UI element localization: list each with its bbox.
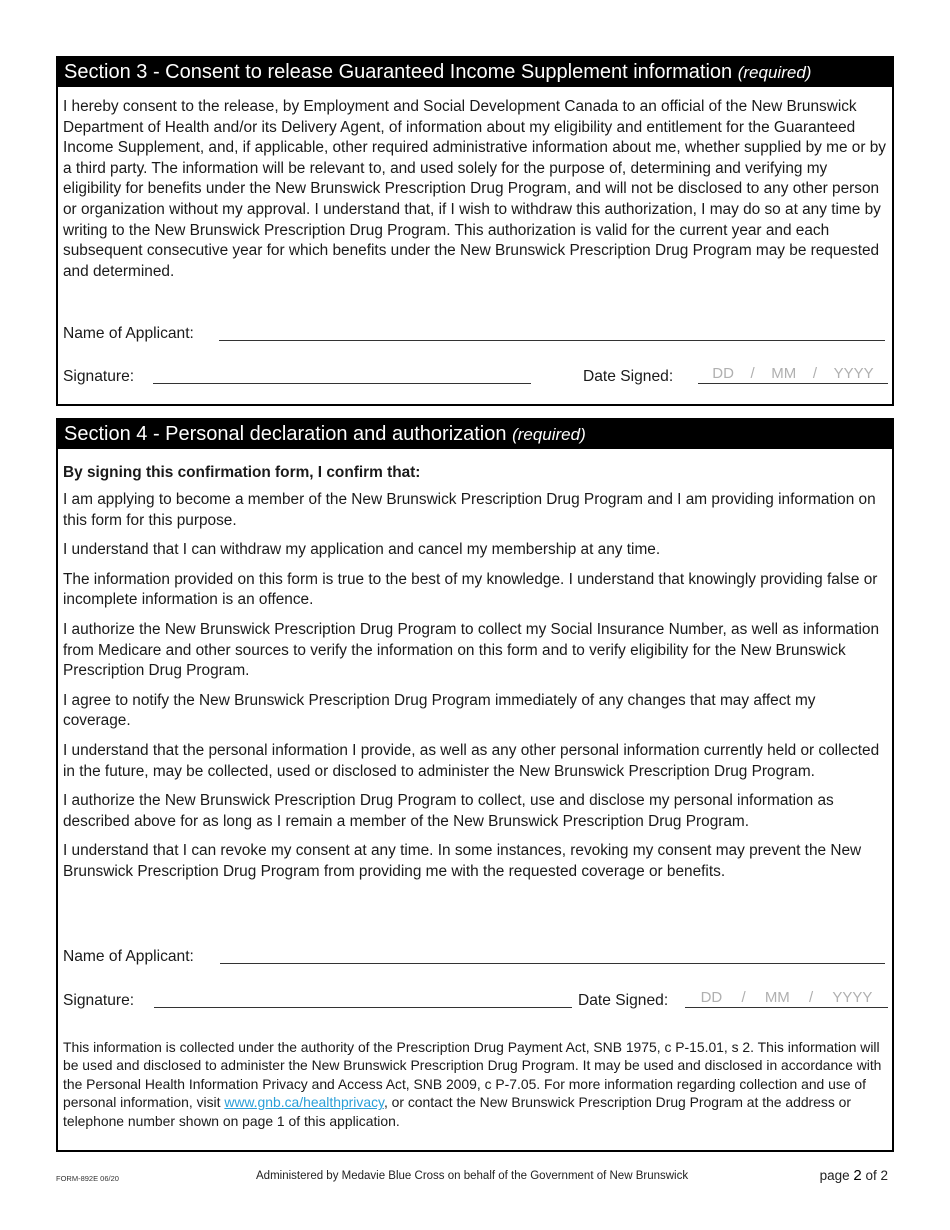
declaration-statement: I agree to notify the New Brunswick Prescription Drug Program immediately of any changes that may affect my coverage. (63, 691, 816, 730)
s4-name-label: Name of Applicant: (63, 948, 194, 965)
declaration-statement: The information provided on this form is true to the best of my knowledge. I understand that knowingly providing false or incomplete information is an offence. (63, 570, 878, 609)
page-total: 2 (880, 1168, 888, 1183)
page-number (820, 1167, 888, 1184)
s3-date-sep-1: / (750, 365, 755, 382)
section-3-header (58, 58, 892, 87)
form-code: FORM-892E 06/20 (56, 1174, 119, 1183)
s4-name-row (63, 944, 887, 968)
s3-date-mm: MM (771, 365, 797, 382)
page-current: 2 (853, 1167, 862, 1184)
s3-signature-label: Signature: (63, 368, 135, 385)
s3-date-dd: DD (712, 365, 734, 382)
s3-signature-row (63, 364, 887, 388)
page-middle: of (861, 1168, 881, 1183)
s3-name-field[interactable] (219, 340, 885, 341)
s3-date-label: Date Signed: (583, 368, 674, 385)
privacy-notice-text: This information is collected under the authority of the Prescription Drug Payment Act, SNB 1975, c P-15.01, s 2. This information will be used and disclosed to administer the New Brunswick Prescription Drug Program. It may be used and disclosed in accordance with the Personal Health Information Privacy and Access Act, SNB 2009, c P-7.05. For more information regarding collection and use of personal information, visit (63, 1039, 882, 1111)
section-4-header (58, 420, 892, 449)
declaration-statement: I understand that the personal information I provide, as well as any other personal information currently held or collected in the future, may be collected, used or disclosed to administer the New Brunswick Prescription Drug Program. (63, 741, 880, 780)
section-4-required-tag: (required) (512, 425, 586, 444)
declaration-statement: I understand that I can revoke my consent at any time. In some instances, revoking my consent may prevent the New Brunswick Prescription Drug Program from providing me with the requested coverage or benefits. (63, 842, 862, 880)
declaration-statement: I understand that I can withdraw my application and cancel my membership at any time. (63, 541, 661, 559)
s3-name-row (63, 321, 887, 345)
s4-date-sep-2: / (809, 989, 814, 1006)
declaration-lead: By signing this confirmation form, I confirm that: (63, 464, 421, 481)
gis-consent-text: I hereby consent to the release, by Employment and Social Development Canada to an official of the New Brunswick Department of Health and/or its Delivery Agent, of information about my eligibility and entitlement for the Guaranteed Income Supplement, and, if applicable, other required administrative information about me, whether supplied by me or by a third party. The information will be relevant to, and used solely for the purpose of, determining and verifying my eligibility for benefits under the New Brunswick Prescription Drug Program, and will not be disclosed to any other person or organization without my approval. I understand that, if I wish to withdraw this authorization, I may do so at any time by writing to the New Brunswick Prescription Drug Program. This authorization is valid for the current year and each subsequent consecutive year for which benefits under the New Brunswick Prescription Drug Program may be requested and determined. (63, 98, 886, 280)
s4-date-yyyy: YYYY (832, 989, 873, 1006)
s3-date-field[interactable] (698, 362, 888, 384)
privacy-notice (63, 1038, 887, 1130)
s4-signature-row (63, 988, 887, 1012)
s3-name-label: Name of Applicant: (63, 325, 194, 342)
declaration-statement: I authorize the New Brunswick Prescription Drug Program to collect, use and disclose my personal information as described above for as long as I remain a member of the New Brunswick Prescription Drug Program. (63, 792, 834, 830)
s4-date-mm: MM (764, 989, 790, 1006)
s4-date-label: Date Signed: (578, 992, 669, 1009)
privacy-notice-text-end: , or contact the New Brunswick Prescription Drug Program at the address or telephone number shown on page 1 of this application. (63, 1094, 852, 1129)
section-3 (56, 56, 894, 406)
s4-signature-field[interactable] (154, 1007, 572, 1008)
s3-date-yyyy: YYYY (833, 365, 874, 382)
s4-date-field[interactable] (685, 986, 888, 1008)
s4-date-sep-1: / (741, 989, 746, 1006)
s4-signature-label: Signature: (63, 992, 135, 1009)
s4-date-dd: DD (700, 989, 723, 1006)
section-4-title: Section 4 - Personal declaration and authorization (64, 423, 507, 445)
section-4 (56, 418, 894, 1152)
declaration-statement: I am applying to become a member of the New Brunswick Prescription Drug Program and I am providing information on this form for this purpose. (63, 491, 876, 529)
administered-by-text: Administered by Medavie Blue Cross on behalf of the Government of New Brunswick (256, 1170, 689, 1182)
section-3-title: Section 3 - Consent to release Guaranteed Income Supplement information (64, 61, 733, 83)
s3-date-sep-2: / (812, 365, 818, 382)
section-3-required-tag: (required) (737, 63, 812, 82)
health-privacy-link[interactable]: www.gnb.ca/healthprivacy (224, 1094, 384, 1111)
s3-signature-field[interactable] (153, 383, 531, 384)
page-prefix: page (819, 1168, 854, 1183)
s4-name-field[interactable] (220, 963, 885, 964)
declaration-statement: I authorize the New Brunswick Prescription Drug Program to collect my Social Insurance Number, as well as information from Medicare and other sources to verify the information on this form and to verify eligibility for the New Brunswick Prescription Drug Program. (63, 620, 880, 680)
page-footer (56, 1166, 894, 1188)
